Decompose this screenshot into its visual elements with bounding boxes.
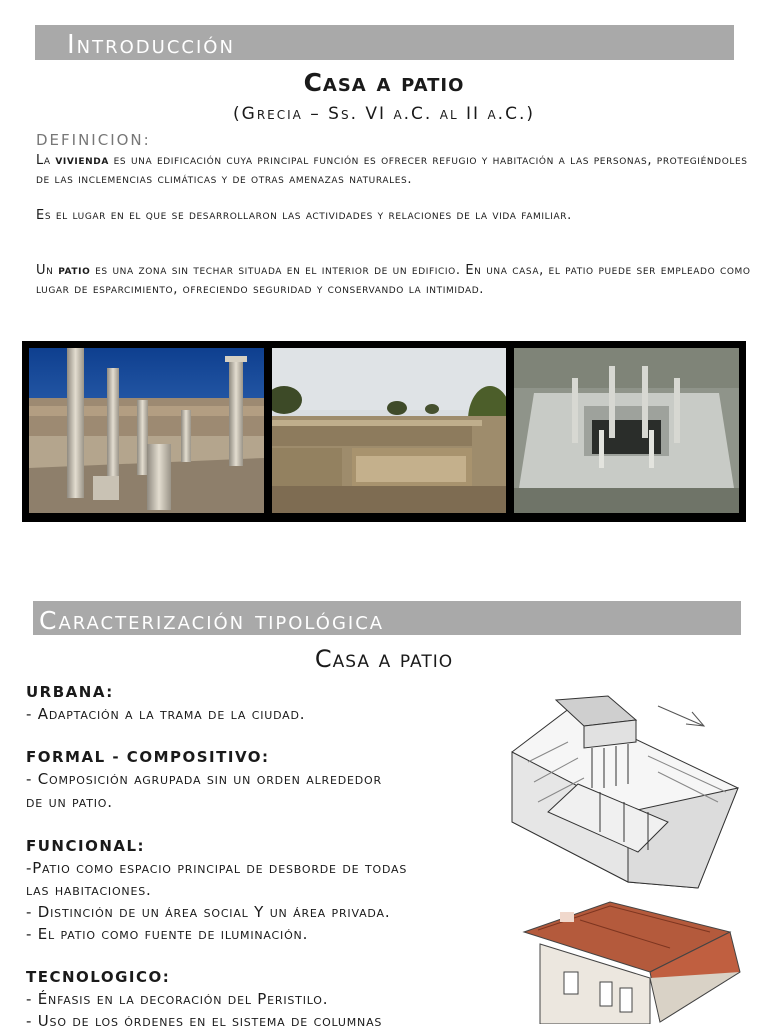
item-formal-1: - Composición agrupada sin un orden alrededor: [26, 770, 382, 788]
section-title: Casa a patio: [314, 645, 454, 673]
paragraph-text: La: [36, 153, 56, 168]
paragraph-familia: Es el lugar en el que se desarrollaron las actividades y relaciones de la vida familiar.: [36, 208, 572, 223]
item-tecnologico-1: - Énfasis en la decoración del Peristilo.: [26, 990, 329, 1008]
page-title: Casa a patio: [303, 68, 465, 97]
heading-urbana: URBANA:: [26, 683, 114, 701]
item-funcional-4: - El patio como fuente de iluminación.: [26, 925, 309, 943]
photo-columns-ruins: [29, 348, 264, 513]
heading-funcional: FUNCIONAL:: [26, 837, 146, 855]
page-subtitle: (Grecia – Ss. VI a.C. al II a.C.): [233, 104, 535, 124]
heading-tecnologico: TECNOLOGICO:: [26, 968, 171, 986]
photo-strip: [22, 341, 746, 522]
item-funcional-3: - Distinción de un área social Y un área privada.: [26, 903, 391, 921]
item-formal-2: de un patio.: [26, 793, 113, 811]
section-header-introduccion: [35, 25, 734, 60]
house-cutaway-drawing: [520, 892, 750, 1024]
paragraph-vivienda: [36, 152, 756, 189]
photo-foundations: [272, 348, 506, 513]
keyword-vivienda: vivienda: [55, 153, 109, 168]
item-funcional-1: -Patio como espacio principal de desborde de todas: [26, 859, 408, 877]
paragraph-text: es una zona sin techar situada en el interior de un edificio. En una casa, el patio puede ser empleado como lugar de esparcimiento, ofreciendo seguridad y conservando la intimidad.: [36, 263, 751, 297]
paragraph-text: Un: [36, 263, 59, 278]
paragraph-patio: [36, 262, 756, 299]
photo-peristyle-aerial: [514, 348, 739, 513]
item-funcional-2: las habitaciones.: [26, 881, 152, 899]
definition-heading: DEFINICION:: [36, 131, 151, 149]
house-axonometric-drawing: [508, 692, 748, 892]
item-tecnologico-2: - Uso de los órdenes en el sistema de columnas: [26, 1012, 383, 1030]
item-urbana-1: - Adaptación a la trama de la ciudad.: [26, 705, 306, 723]
section-header-caracterizacion: [33, 601, 741, 635]
paragraph-text: es una edificación cuya principal función es ofrecer refugio y habitación a las personas, protegiéndoles de las inclemencias climáticas y de otras amenazas naturales.: [36, 153, 748, 187]
section-header-label: Introducción: [67, 30, 235, 60]
keyword-patio: patio: [58, 263, 91, 278]
section-header-label: Caracterización tipológica: [39, 606, 385, 635]
heading-formal-compositivo: FORMAL - COMPOSITIVO:: [26, 748, 270, 766]
